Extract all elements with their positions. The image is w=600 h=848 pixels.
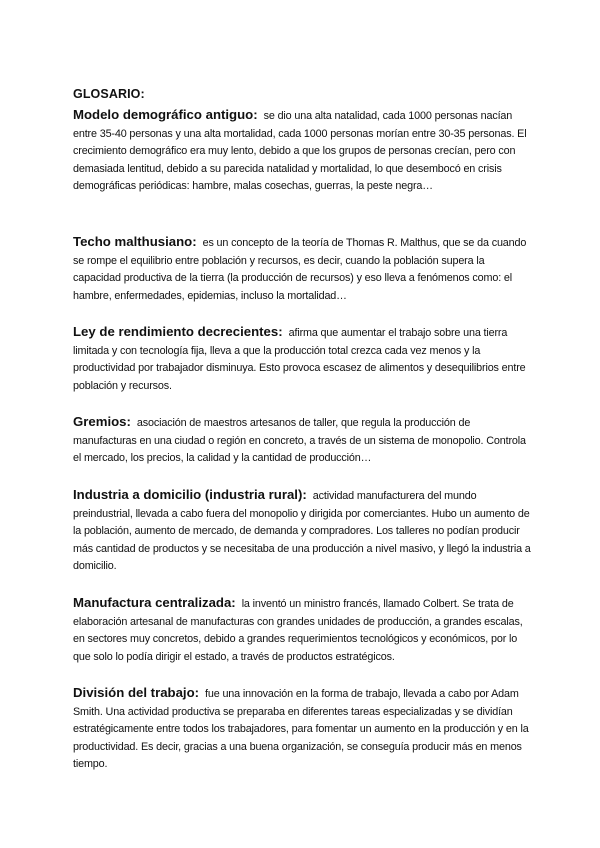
- entry-definition: se dio una alta natalidad, cada 1000 personas nacían entre 35-40 personas y una alta mortalidad, cada 1000 personas morían entre 30-35 personas. El crecimiento demográfico era muy lento, debido a que los grupos de personas crecían, pero con demasiada lentitud, debido a su parecida natalidad y mortalidad, lo que desembocó en crisis demográficas periódicas: hambre, malas cosechas, guerras, la peste negra…: [73, 110, 527, 192]
- entry-definition: actividad manufacturera del mundo preindustrial, llevada a cabo fuera del monopolio y dirigida por comerciantes. Hubo un aumento de la población, aumento de mercado, de demanda y compradores. Los talleres no podían producir más cantidad de productos y se necesitaba de una producción a nivel masivo, y llegó la industria a domicilio.: [73, 490, 531, 572]
- entry-term: Gremios:: [73, 414, 131, 429]
- glossary-entry-techo-malthusiano: [73, 233, 535, 305]
- entry-definition: es un concepto de la teoría de Thomas R. Malthus, que se da cuando se rompe el equilibrio entre población y recursos, es decir, cuando la población supera la capacidad productiva de la tierra (la producción de recursos) y eso lleva a fenómenos como: el hambre, enfermedades, epidemias, incluso la mortalidad…: [73, 237, 527, 302]
- entry-term: División del trabajo:: [73, 685, 200, 700]
- entry-term: Ley de rendimiento decrecientes:: [73, 324, 283, 339]
- entry-definition: afirma que aumentar el trabajo sobre una tierra limitada y con tecnología fija, lleva a que la producción total crezca cada vez menos y la productividad por trabajador disminuya. Esto provoca escasez de alimentos y desequilibrios entre población y recursos.: [73, 327, 526, 392]
- page-title: GLOSARIO:: [73, 87, 145, 101]
- glossary-entry-modelo-demografico: [73, 106, 535, 196]
- glossary-entry-division-trabajo: [73, 684, 535, 774]
- entry-term: Manufactura centralizada:: [73, 595, 236, 610]
- entry-definition: asociación de maestros artesanos de taller, que regula la producción de manufacturas en una ciudad o región en concreto, a través de un sistema de monopolio. Controla el mercado, los precios, la calidad y la cantidad de producción…: [73, 417, 526, 464]
- entry-definition: fue una innovación en la forma de trabajo, llevada a cabo por Adam Smith. Una actividad productiva se preparaba en diferentes tareas especializadas y se dividían estratégicamente entre todos los trabajadores, para fomentar un aumento en la producción y en la productividad. Es decir, gracias a una buena organización, se conseguía producir más en menos tiempo.: [73, 688, 529, 770]
- glossary-entry-gremios: [73, 413, 535, 468]
- entry-term: Modelo demográfico antiguo:: [73, 107, 258, 122]
- glossary-entry-ley-rendimiento: [73, 323, 535, 395]
- glossary-entry-manufactura-centralizada: [73, 594, 535, 666]
- entry-definition: la inventó un ministro francés, llamado Colbert. Se trata de elaboración artesanal de manufacturas con grandes unidades de producción, a grandes escalas, en sectores muy concretos, debido a grandes requerimientos tecnológicos y económicos, por lo que solo lo podía dirigir el estado, a través de productos estratégicos.: [73, 598, 523, 663]
- glossary-entry-industria-domicilio: [73, 486, 535, 576]
- entry-term: Industria a domicilio (industria rural):: [73, 487, 307, 502]
- entry-term: Techo malthusiano:: [73, 234, 197, 249]
